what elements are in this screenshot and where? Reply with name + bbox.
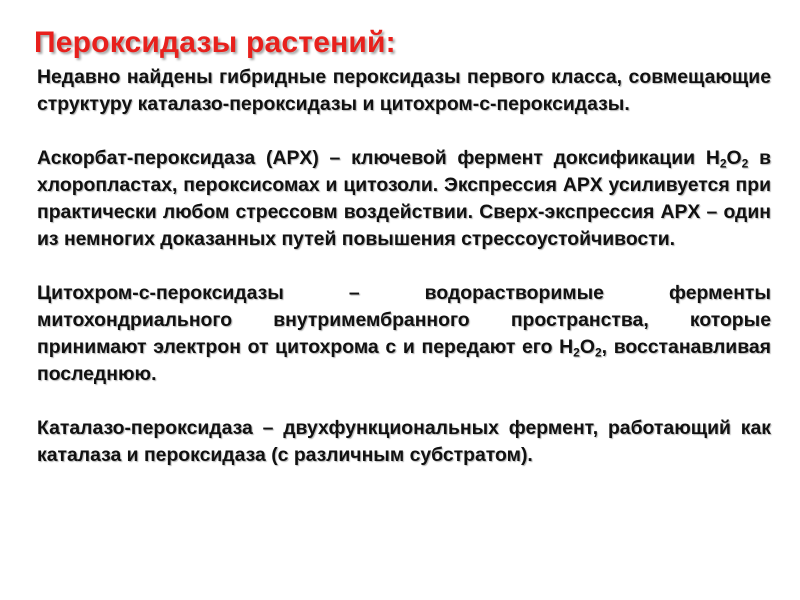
slide-body xyxy=(37,64,771,469)
paragraph-apx xyxy=(37,145,771,253)
ccp-text-part-1: Цитохром-с-пероксидазы – водорастворимые ферменты митохондриального внутримембранного пространства, которые принимают электрон от цитохрома с и передают его H xyxy=(37,282,771,358)
slide-title: Пероксидазы растений: xyxy=(34,26,396,59)
paragraph-gap xyxy=(37,118,771,145)
apx-text-part-2: O xyxy=(726,147,742,169)
paragraph-cytochrome-c-peroxidases xyxy=(37,280,771,388)
apx-text-part-3: в хлоропластах, пероксисомах и цитозоли. Экспрессия APX усиливуется при практически любом стрессовм воздействии. Сверх-экспрессия APX – один из немногих доказанных путей повышения стрессоустойчивости. xyxy=(37,147,771,250)
apx-text-part-1: Аскорбат-пероксидаза (APX) – ключевой фермент доксификации H xyxy=(37,147,720,169)
paragraph-catalase-peroxidase: Каталазо-пероксидаза – двухфункциональных фермент, работающий как каталаза и пероксидаза (с различным субстратом). xyxy=(37,417,771,466)
paragraph-hybrid-peroxidases: Недавно найдены гибридные пероксидазы первого класса, совмещающие структуру каталазо-пероксидазы и цитохром-с-пероксидазы. xyxy=(37,66,771,115)
ccp-text-part-2: O xyxy=(579,336,595,358)
subscript-2: 2 xyxy=(719,156,727,171)
subscript-2: 2 xyxy=(741,156,749,171)
subscript-2: 2 xyxy=(573,345,580,360)
paragraph-gap xyxy=(37,253,771,280)
ccp-text-part-3: , восстанавливая последнюю. xyxy=(37,336,771,385)
paragraph-gap xyxy=(37,388,771,415)
subscript-2: 2 xyxy=(594,345,602,360)
